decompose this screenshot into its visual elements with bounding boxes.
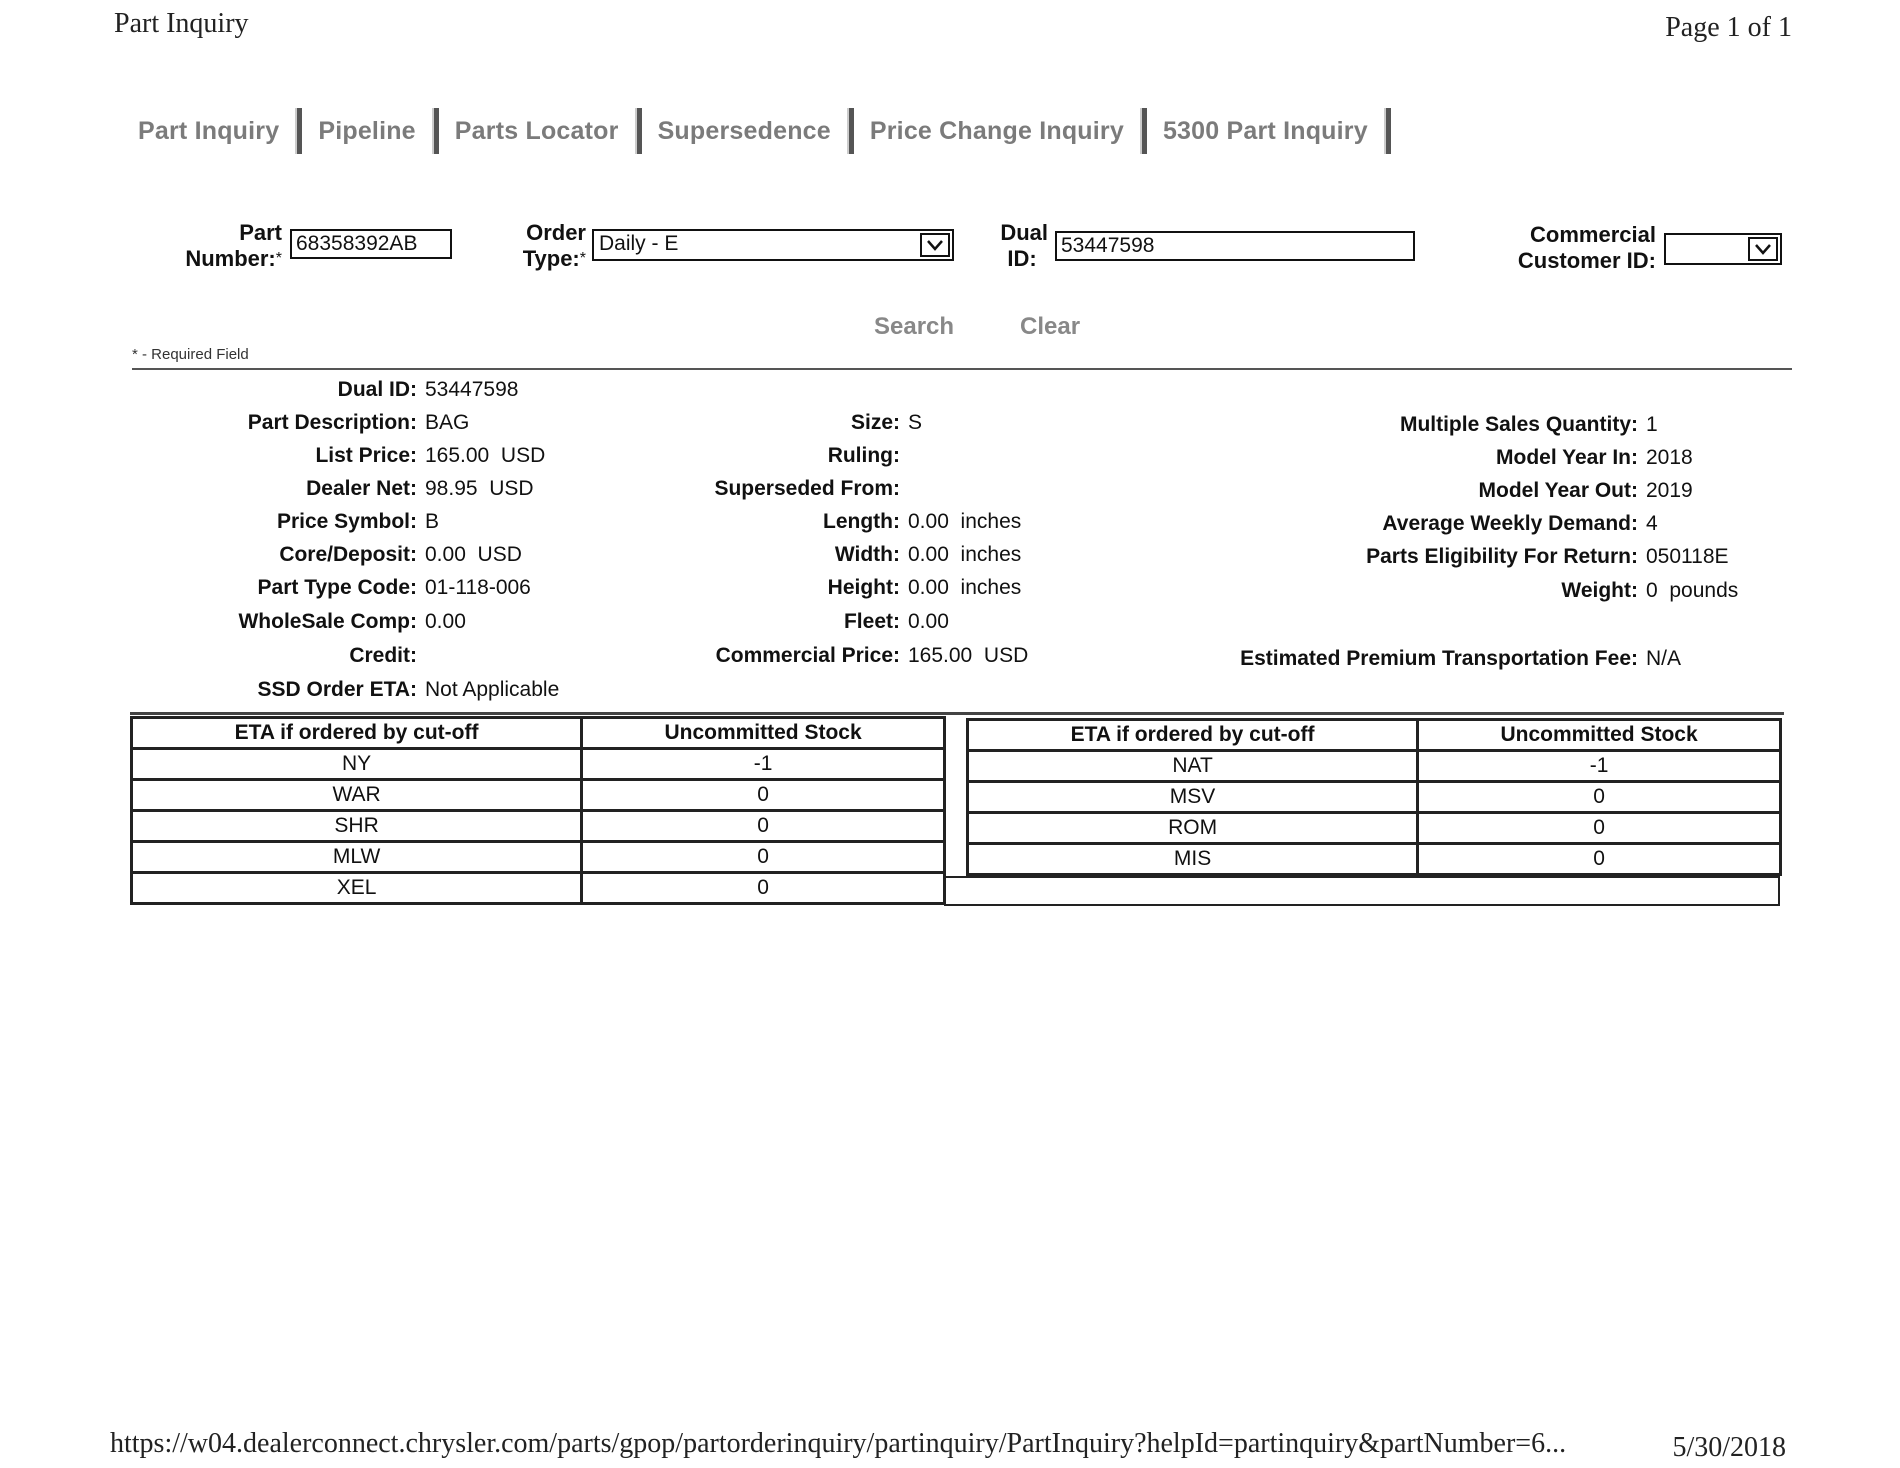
cell-location: ROM <box>968 813 1418 844</box>
cell-location: NY <box>132 749 582 780</box>
table-row <box>968 844 1781 875</box>
tab-divider <box>847 108 854 154</box>
part-number-label-line1: Part <box>239 220 282 245</box>
tab-divider <box>1384 108 1391 154</box>
table-header-row <box>968 720 1781 751</box>
cell-stock: 0 <box>582 873 945 904</box>
cell-stock: -1 <box>1418 751 1781 782</box>
detail-label: Parts Eligibility For Return: <box>1366 545 1638 568</box>
table-row <box>132 873 945 904</box>
divider <box>132 368 1792 370</box>
detail-label: Commercial Price: <box>715 644 900 667</box>
detail-label: Model Year In: <box>1496 446 1638 469</box>
table-row <box>132 780 945 811</box>
print-footer-url: https://w04.dealerconnect.chrysler.com/parts/gpop/partorderinquiry/partinquiry/PartInquiry?helpId=partinquiry&partNumber=6... <box>110 1428 1567 1459</box>
detail-value: 0.00 inches <box>908 510 1022 533</box>
detail-label: Credit: <box>349 644 417 667</box>
detail-label: Superseded From: <box>714 477 900 500</box>
cell-location: WAR <box>132 780 582 811</box>
table-row <box>132 842 945 873</box>
dual-id-label-line2: ID: <box>1007 246 1037 271</box>
column-header-uncommitted-stock: Uncommitted Stock <box>1418 720 1781 751</box>
detail-label: Price Symbol: <box>276 510 417 533</box>
search-button[interactable]: Search <box>874 313 955 340</box>
cell-stock: 0 <box>582 842 945 873</box>
detail-value: 165.00 USD <box>908 644 1029 667</box>
detail-value: 53447598 <box>425 378 519 401</box>
detail-value: BAG <box>425 411 470 434</box>
detail-label: SSD Order ETA: <box>257 678 417 701</box>
detail-label: Height: <box>827 576 900 599</box>
cell-stock: 0 <box>1418 844 1781 875</box>
order-type-selected-value: Daily - E <box>599 232 679 255</box>
detail-value: 01-118-006 <box>425 576 531 599</box>
dual-id-label <box>996 220 1048 272</box>
clear-button[interactable]: Clear <box>1020 313 1081 340</box>
chevron-down-icon[interactable] <box>920 233 950 257</box>
table-row <box>132 749 945 780</box>
tab-label: Part Inquiry <box>138 116 280 145</box>
print-footer-date: 5/30/2018 <box>1672 1432 1786 1463</box>
tab-parts-locator[interactable] <box>447 108 650 154</box>
detail-label: Fleet: <box>843 610 900 633</box>
order-type-select[interactable] <box>592 229 954 261</box>
detail-label: Weight: <box>1561 579 1638 602</box>
detail-value: S <box>908 411 923 434</box>
empty-table-cell <box>944 876 1780 906</box>
detail-label: Part Type Code: <box>257 576 417 599</box>
detail-label: Part Description: <box>247 411 417 434</box>
print-page-number: Page 1 of 1 <box>1665 12 1792 43</box>
part-number-label-text: Number: <box>185 246 276 271</box>
tab-divider <box>635 108 642 154</box>
order-type-label-line1: Order <box>526 220 586 245</box>
detail-value: 98.95 USD <box>425 477 534 500</box>
detail-value: 0.00 inches <box>908 543 1022 566</box>
detail-value: 2019 <box>1646 479 1693 502</box>
tab-label: Pipeline <box>318 116 416 145</box>
detail-value: 0.00 inches <box>908 576 1022 599</box>
cell-stock: 0 <box>582 780 945 811</box>
required-marker: * <box>579 250 586 267</box>
commercial-customer-id-label <box>1500 222 1656 274</box>
commercial-customer-id-select[interactable] <box>1664 233 1782 265</box>
cell-stock: -1 <box>582 749 945 780</box>
column-header-uncommitted-stock: Uncommitted Stock <box>582 718 945 749</box>
column-header-eta: ETA if ordered by cut-off <box>968 720 1418 751</box>
detail-value: 2018 <box>1646 446 1693 469</box>
tab-divider <box>1140 108 1147 154</box>
detail-label: WholeSale Comp: <box>238 610 417 633</box>
order-type-label <box>480 220 586 272</box>
stock-table-left <box>130 716 946 905</box>
part-number-label-line2 <box>150 246 282 272</box>
detail-label: Dual ID: <box>337 378 417 401</box>
tab-label: Supersedence <box>657 116 831 145</box>
tab-divider <box>295 108 302 154</box>
commercial-label-line2: Customer ID: <box>1517 248 1656 273</box>
cell-location: NAT <box>968 751 1418 782</box>
detail-value: Not Applicable <box>425 678 560 701</box>
stock-table-right <box>966 718 1782 876</box>
cell-location: MIS <box>968 844 1418 875</box>
detail-value: 1 <box>1646 413 1658 436</box>
tab-label: 5300 Part Inquiry <box>1162 116 1368 145</box>
detail-value: 165.00 USD <box>425 444 546 467</box>
detail-label: Core/Deposit: <box>279 543 417 566</box>
table-header-row <box>132 718 945 749</box>
order-type-label-text: Type: <box>522 246 580 271</box>
table-row <box>968 751 1781 782</box>
tab-divider <box>432 108 439 154</box>
tab-pipeline[interactable] <box>310 108 446 154</box>
tab-5300-part-inquiry[interactable] <box>1155 108 1399 154</box>
print-header-title: Part Inquiry <box>114 8 249 39</box>
cell-location: XEL <box>132 873 582 904</box>
table-row <box>968 813 1781 844</box>
detail-value: 4 <box>1646 512 1658 535</box>
dual-id-input[interactable] <box>1055 231 1415 261</box>
detail-label: Dealer Net: <box>306 477 417 500</box>
detail-value: 050118E <box>1646 545 1729 568</box>
order-type-label-line2 <box>480 246 586 272</box>
chevron-down-icon[interactable] <box>1748 237 1778 261</box>
detail-label: Model Year Out: <box>1478 479 1638 502</box>
detail-label: Width: <box>834 543 900 566</box>
table-row <box>132 811 945 842</box>
tab-label: Price Change Inquiry <box>869 116 1124 145</box>
detail-value: 0.00 USD <box>425 543 522 566</box>
cell-location: SHR <box>132 811 582 842</box>
dual-id-label-line1: Dual <box>1000 220 1048 245</box>
cell-location: MLW <box>132 842 582 873</box>
required-marker: * <box>275 250 282 267</box>
required-field-note: * - Required Field <box>132 346 249 363</box>
table-row <box>968 782 1781 813</box>
detail-label: Length: <box>823 510 900 533</box>
detail-label: List Price: <box>315 444 417 467</box>
tab-supersedence[interactable] <box>650 108 862 154</box>
detail-label: Multiple Sales Quantity: <box>1399 413 1638 436</box>
detail-label: Estimated Premium Transportation Fee: <box>1240 647 1638 670</box>
tab-bar <box>130 108 1399 154</box>
cell-stock: 0 <box>1418 782 1781 813</box>
detail-value: N/A <box>1646 647 1682 670</box>
detail-value: 0 pounds <box>1646 579 1739 602</box>
commercial-label-line1: Commercial <box>1530 222 1656 247</box>
part-number-label <box>150 220 282 272</box>
detail-value: 0.00 <box>908 610 949 633</box>
tab-label: Parts Locator <box>454 116 619 145</box>
cell-stock: 0 <box>1418 813 1781 844</box>
cell-stock: 0 <box>582 811 945 842</box>
tab-price-change-inquiry[interactable] <box>862 108 1155 154</box>
cell-location: MSV <box>968 782 1418 813</box>
column-header-eta: ETA if ordered by cut-off <box>132 718 582 749</box>
detail-value: B <box>425 510 440 533</box>
detail-label: Ruling: <box>827 444 900 467</box>
detail-label: Average Weekly Demand: <box>1382 512 1638 535</box>
detail-value: 0.00 <box>425 610 466 633</box>
part-number-input[interactable] <box>290 229 452 259</box>
detail-label: Size: <box>850 411 900 434</box>
tab-part-inquiry[interactable] <box>130 108 310 154</box>
